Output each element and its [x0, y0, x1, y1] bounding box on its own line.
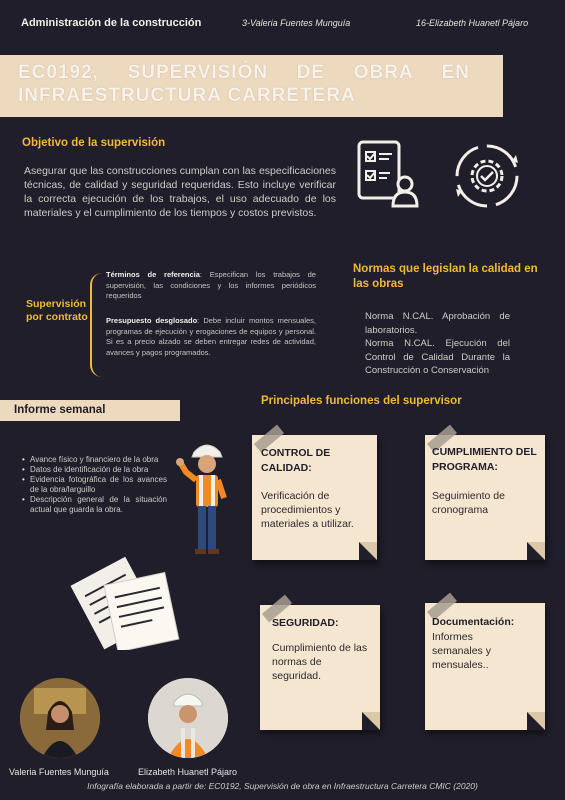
person-icon: [148, 678, 228, 758]
documents-illustration: [62, 550, 182, 650]
informe-list: [22, 455, 167, 515]
normas-text: Norma N.CAL. Aprobación de laboratorios. Norma N.CAL. Ejecución del Control de Calidad Durante la Construcción o Conservación: [365, 311, 510, 376]
credit-footer: Infografía elaborada a partir de: EC0192, Supervisión de obra en Infraestructura Carretera CMIC (2020): [87, 781, 478, 791]
worker-illustration: [172, 438, 242, 558]
normas-heading: Normas que legislan la calidad en las obras: [353, 263, 538, 290]
person-name-1: Valeria Fuentes Munguía: [9, 767, 109, 777]
avatar-valeria: [20, 678, 100, 758]
funciones-heading: Principales funciones del supervisor: [261, 395, 462, 407]
author-1: 3-Valeria Fuentes Munguía: [242, 18, 351, 28]
course-name: Administración de la construcción: [21, 17, 202, 29]
objective-heading: Objetivo de la supervisión: [22, 137, 166, 149]
terms-paragraph: Términos de referencia: Especifican los trabajos de supervisión, las condiciones y los informes periódicos requeridos: [106, 270, 316, 300]
gear-check-icon: [454, 143, 520, 209]
person-icon: [20, 678, 100, 758]
note-documentacion: Documentación: Informes semanales y mensuales..: [425, 603, 545, 730]
author-2: 16-Elizabeth Huanetl Pájaro: [416, 18, 529, 28]
person-name-2: Elizabeth Huanetl Pájaro: [138, 767, 238, 777]
note-control-calidad: CONTROL DE CALIDAD: Verificación de procedimientos y materiales a utilizar.: [252, 435, 377, 560]
list-item: • Datos de identificación de la obra: [22, 465, 167, 475]
list-item: • Avance físico y financiero de la obra: [22, 455, 167, 465]
note-seguridad: SEGURIDAD: Cumplimiento de las normas de seguridad.: [260, 605, 380, 730]
page-title: EC0192, SUPERVISIÓN DE OBRA EN INFRAESTRUCTURA CARRETERA: [18, 62, 470, 106]
brace-divider: [90, 273, 102, 377]
checklist-user-icon: [357, 140, 419, 208]
list-item: • Descripción general de la situación actual que guarda la obra.: [22, 495, 167, 515]
budget-paragraph: Presupuesto desglosado: Debe incluir montos mensuales, programas de ejecución y erogaciones de equipos y personal. Si es a precio alzado se deben entregar redes de actividad, avances y pagos programados.: [106, 316, 316, 357]
objective-text: Asegurar que las construcciones cumplan con las especificaciones técnicas, de calidad y seguridad requeridas. Esto incluye verificar la correcta ejecución de los trabajos, el uso adecuado de los materiales y el cumplimiento de los tiempos y costos previstos.: [24, 165, 336, 219]
informe-heading: Informe semanal: [14, 404, 106, 416]
note-cumplimiento-programa: CUMPLIMIENTO DEL PROGRAMA: Seguimiento de cronograma: [425, 435, 545, 560]
contract-label: Supervisión por contrato: [26, 298, 88, 323]
avatar-elizabeth: [148, 678, 228, 758]
list-item: • Evidencia fotográfica de los avances de la obra/larguillo: [22, 475, 167, 495]
